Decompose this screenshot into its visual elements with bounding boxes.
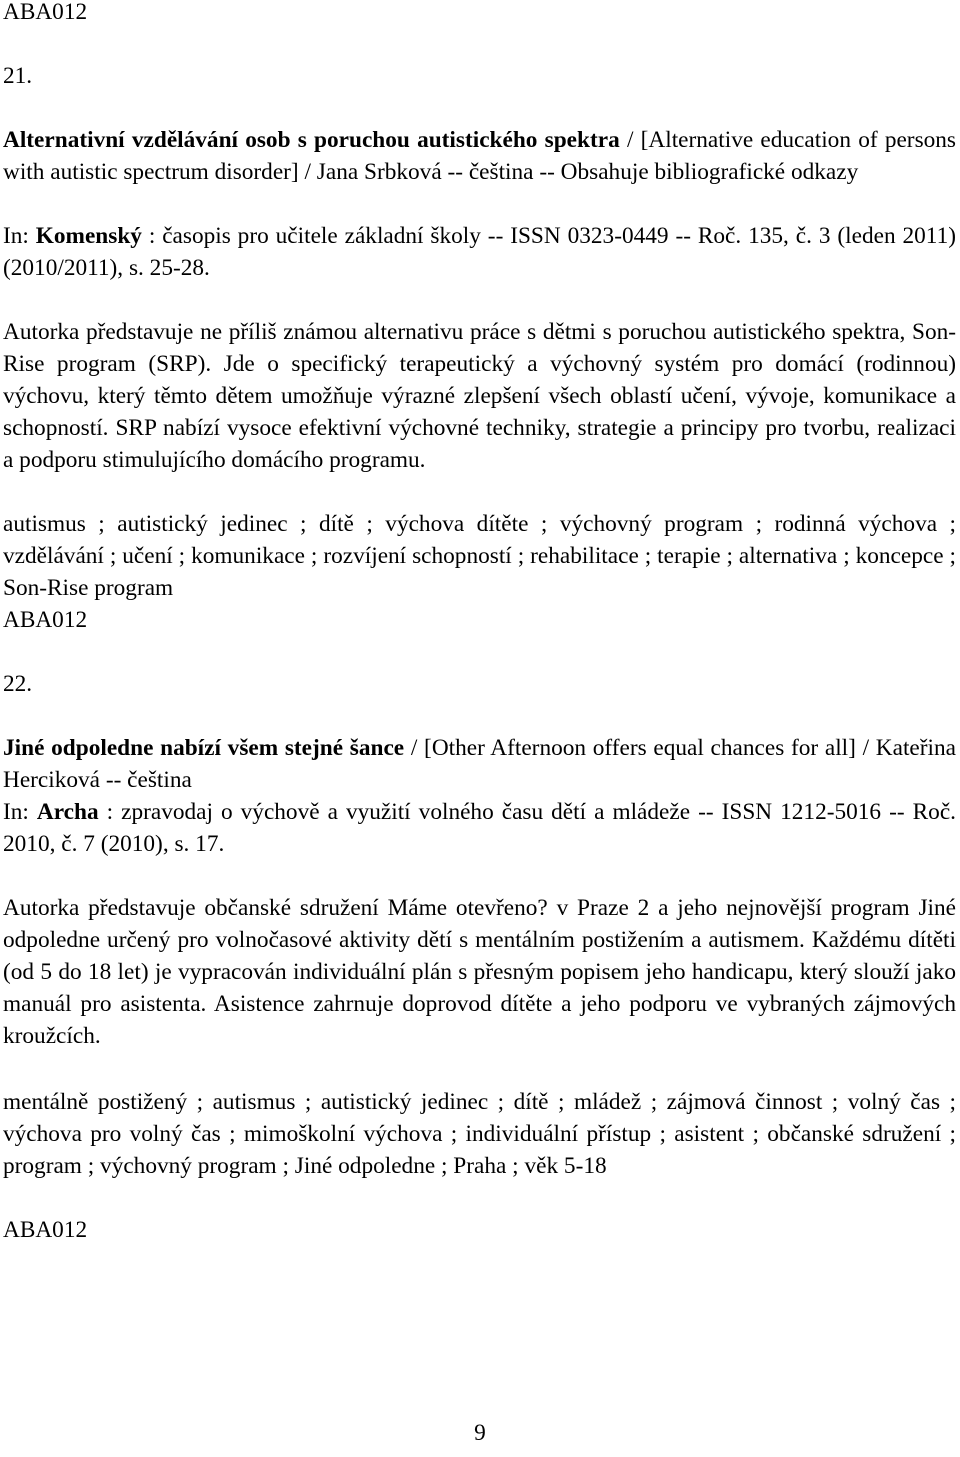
record-title [3, 732, 956, 796]
record-title-details: / [Alternative education of persons with autistic spectrum disorder] / Jana Srbková -- čeština -- Obsahuje bibliografické odkazy [3, 127, 956, 185]
record-number: 22. [3, 671, 33, 697]
source-journal: Archa [36, 799, 99, 825]
record-title [3, 124, 956, 188]
record-source [3, 220, 956, 284]
record-keywords: mentálně postižený ; autismus ; autistický jedinec ; dítě ; mládež ; zájmová činnost ; volný čas ; výchova pro volný čas ; mimoškolní výchova ; individuální přístup ; asistent ; občanské sdružení ; program ; výchovný program ; Jiné odpoledne ; Praha ; věk 5-18 [3, 1089, 956, 1179]
source-details: : zpravodaj o výchově a využití volného času dětí a mládeže -- ISSN 1212-5016 -- Roč. 2010, č. 7 (2010), s. 17. [3, 799, 956, 857]
record-number: 21. [3, 63, 33, 89]
record-abstract: Autorka představuje ne příliš známou alternativu práce s dětmi s poruchou autistického spektra, Son-Rise program (SRP). Jde o specifický terapeutický a výchovný systém pro domácí (rodinnou) výchovu, který těmto dětem umožňuje výrazné zlepšení všech oblastí učení, vývoje, komunikace a schopností. SRP nabízí vysoce efektivní výchovné techniky, strategie a principy pro tvorbu, realizaci a podporu stimulujícího domácího programu. [3, 319, 956, 473]
record-header-code: ABA012 [3, 0, 88, 25]
record-source [3, 796, 956, 860]
record-footer-code: ABA012 [3, 607, 88, 633]
source-prefix: In: [3, 799, 37, 825]
record-keywords: autismus ; autistický jedinec ; dítě ; výchova dítěte ; výchovný program ; rodinná výchova ; vzdělávání ; učení ; komunikace ; rozvíjení schopností ; rehabilitace ; terapie ; alternativa ; koncepce ; Son-Rise program [3, 511, 956, 601]
record-title-details: / [Other Afternoon offers equal chances for all] / Kateřina Herciková -- čeština [3, 735, 956, 793]
page-number: 9 [474, 1420, 486, 1446]
record-abstract: Autorka představuje občanské sdružení Máme otevřeno? v Praze 2 a jeho nejnovější program Jiné odpoledne určený pro volnočasové aktivity dětí s mentálním postižením a autismem. Každému dítěti (od 5 do 18 let) je vypracován individuální plán s přesným popisem jeho handicapu, který slouží jako manuál pro asistenta. Asistence zahrnuje doprovod dítěte a jeho podporu ve vybraných zájmových kroužcích. [3, 895, 956, 1049]
record-title-main: Alternativní vzdělávání osob s poruchou autistického spektra [3, 127, 620, 153]
record-footer-code: ABA012 [3, 1217, 88, 1243]
source-prefix: In: [3, 223, 36, 249]
source-journal: Komenský [35, 223, 142, 249]
source-details: : časopis pro učitele základní školy -- ISSN 0323-0449 -- Roč. 135, č. 3 (leden 2011) (2010/2011), s. 25-28. [3, 223, 956, 281]
record-title-main: Jiné odpoledne nabízí všem stejné šance [3, 735, 405, 761]
